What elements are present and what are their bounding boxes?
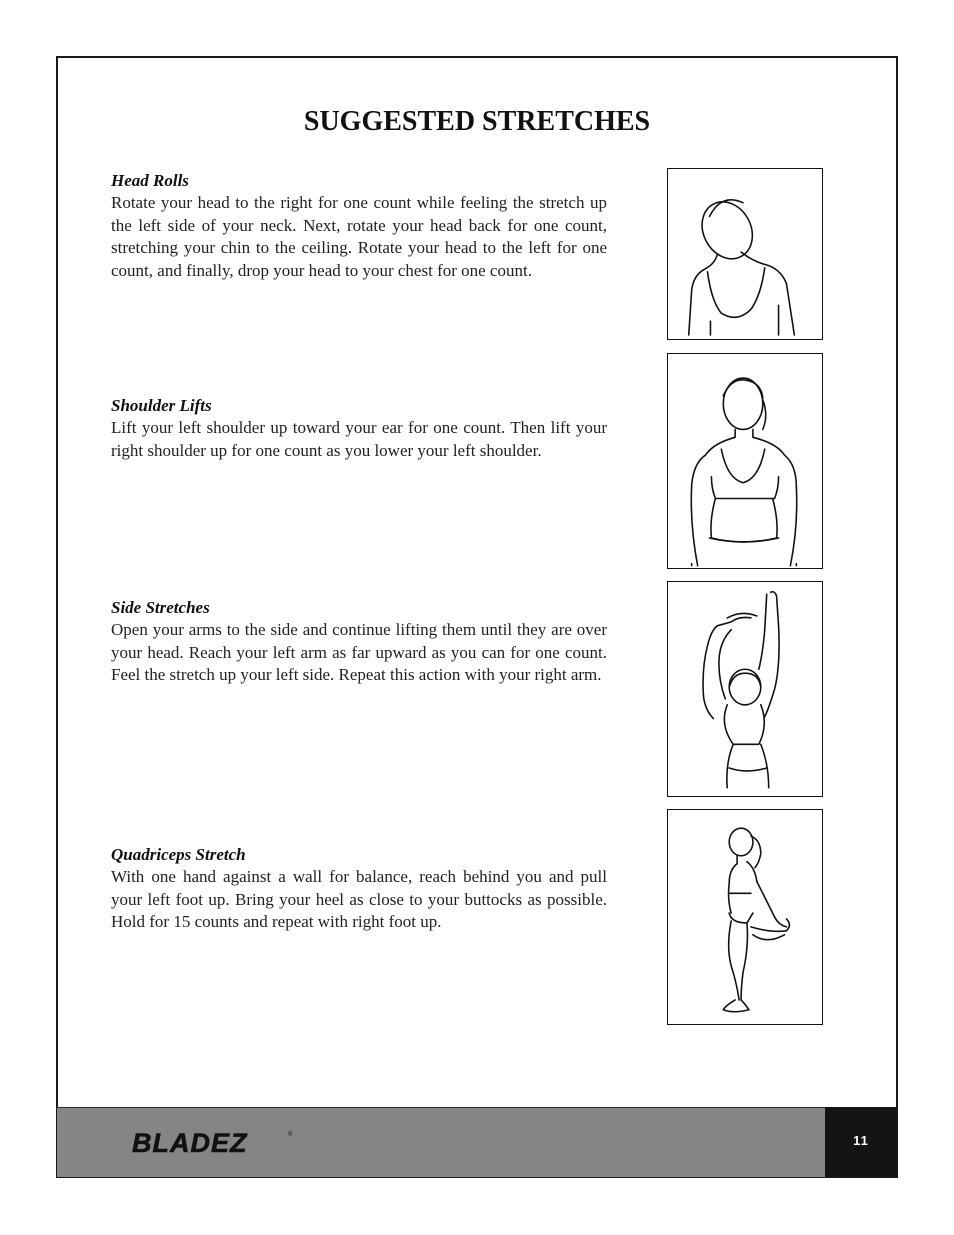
head-rolls-illustration (667, 168, 823, 340)
registered-mark: ® (288, 1132, 293, 1138)
section-body: Lift your left shoulder up toward your ear for one count. Then lift your right shoulder up for one count as you lower your left shoulder. (111, 418, 607, 460)
page-number: 11 (853, 1133, 869, 1148)
section-shoulder-lifts (111, 395, 607, 462)
section-body: Rotate your head to the right for one count while feeling the stretch up the left side of your neck. Next, rotate your head back for one count, stretching your chin to the ceiling. Rotate your head to the left for one count, and finally, drop your head to your chest for one count. (111, 193, 607, 280)
section-body: With one hand against a wall for balance, reach behind you and pull your left foot up. Bring your heel as close to your buttocks as possible. Hold for 15 counts and repeat with right foot up. (111, 867, 607, 932)
brand-name: BLADEZ (132, 1128, 248, 1158)
quadriceps-stretch-illustration (667, 809, 823, 1025)
section-heading: Quadriceps Stretch (111, 845, 246, 864)
side-stretches-illustration (667, 581, 823, 797)
section-side-stretches (111, 597, 607, 687)
section-body: Open your arms to the side and continue lifting them until they are over your head. Reach your left arm as far upward as you can for one count. Feel the stretch up your left side. Repeat this action with your right arm. (111, 620, 607, 685)
section-heading: Shoulder Lifts (111, 396, 212, 415)
page-title: SUGGESTED STRETCHES (303, 106, 651, 137)
section-quadriceps-stretch (111, 844, 607, 934)
section-heading: Side Stretches (111, 598, 210, 617)
section-head-rolls (111, 170, 607, 282)
bladez-logo (130, 1126, 300, 1158)
shoulder-lifts-illustration (667, 353, 823, 569)
section-heading: Head Rolls (111, 171, 189, 190)
